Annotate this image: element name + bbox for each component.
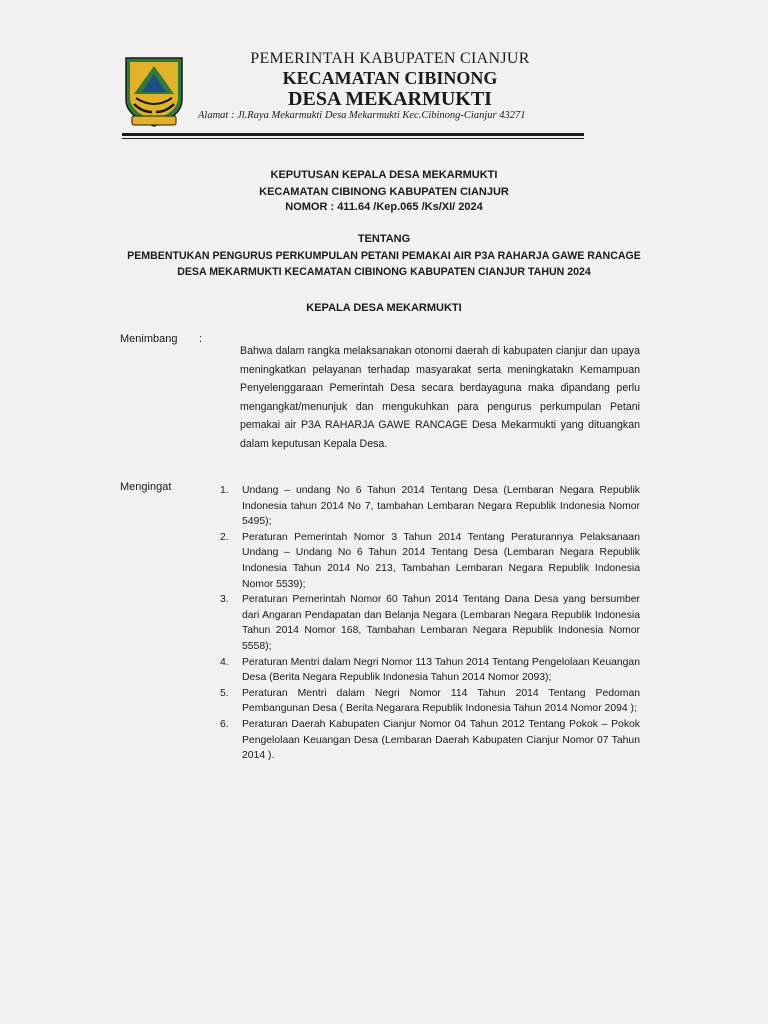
list-item-number: 6.	[220, 718, 229, 730]
list-item	[220, 686, 640, 717]
list-item-number: 2.	[220, 531, 229, 543]
list-item-number: 4.	[220, 656, 229, 668]
list-item-number: 5.	[220, 687, 229, 699]
menimbang-label: Menimbang	[120, 333, 178, 345]
mengingat-list	[220, 483, 640, 764]
letterhead-subdistrict: KECAMATAN CIBINONG	[282, 68, 498, 88]
list-item-text: Peraturan Daerah Kabupaten Cianjur Nomor 04 Tahun 2012 Tentang Pokok – Pokok Pengelolaan Keuangan Desa (Lembaran Daerah Kabupaten Cianjur Nomor 07 Tahun 2014 ).	[242, 718, 640, 762]
decree-about-label: TENTANG	[357, 233, 411, 245]
list-item	[220, 717, 640, 764]
list-item-text: Peraturan Pemerintah Nomor 60 Tahun 2014 Tentang Dana Desa yang bersumber dari Angaran Pendapatan dan Belanja Negara (Lembaran Negara Republik Indonesia Tahun 2014 Nomor 168, Tambahan Lembaran Negara Republik Indonesia Nomor 5558);	[242, 594, 640, 652]
letterhead-village: DESA MEKARMUKTI	[288, 88, 492, 110]
decree-subject-line2: DESA MEKARMUKTI KECAMATAN CIBINONG KABUPATEN CIANJUR TAHUN 2024	[177, 266, 591, 278]
list-item	[220, 655, 640, 686]
list-item-text: Peraturan Mentri dalam Negri Nomor 114 Tahun 2014 Tentang Pedoman Pembangunan Desa ( Berita Negarara Republik Indonesia Tahun 2014 Nomor 2094 );	[242, 687, 640, 715]
list-item-text: Peraturan Mentri dalam Negri Nomor 113 Tahun 2014 Tentang Pengelolaan Keuangan Desa (Berita Negara Republik Indonesia Tahun 2014 Nomor 2093);	[242, 656, 640, 684]
list-item-number: 3.	[220, 594, 229, 606]
decree-number: NOMOR : 411.64 /Kep.065 /Ks/XI/ 2024	[285, 201, 483, 213]
mengingat-label: Mengingat	[120, 481, 172, 493]
list-item-text: Undang – undang No 6 Tahun 2014 Tentang Desa (Lembaran Negara Republik Indonesia tahun 2014 No 7, tambahan Lembaran Negara Republik Indonesia Nomor 5495);	[242, 485, 640, 528]
letterhead-address: Alamat : Jl.Raya Mekarmukti Desa Mekarmukti Kec.Cibinong-Cianjur 43271	[198, 110, 526, 121]
letterhead-government: PEMERINTAH KABUPATEN CIANJUR	[250, 50, 530, 67]
regency-emblem-icon	[122, 54, 186, 130]
list-item-number: 1.	[220, 485, 229, 496]
decree-region: KECAMATAN CIBINONG KABUPATEN CIANJUR	[259, 186, 509, 198]
menimbang-colon: :	[199, 333, 203, 345]
list-item-text: Peraturan Pemerintah Nomor 3 Tahun 2014 Tentang Peraturannya Pelaksanaan Undang – Undang No 6 Tahun 2014 Tentang Desa (Lembaran Negara Republik Indonesia Tahun 2014 No 213, Tambahan Lembaran Negara Republik Indonesia Nomor 5539);	[242, 531, 640, 590]
letterhead-rule-thick	[122, 133, 584, 136]
decree-official: KEPALA DESA MEKARMUKTI	[306, 302, 462, 314]
menimbang-text: Bahwa dalam rangka melaksanakan otonomi daerah di kabupaten cianjur dan upaya meningkatkan pelayanan terhadap masyarakat serta meningkatakn Kemampuan Penyelenggaraan Pemerintah Desa secara berdayaguna maka dipandang perlu mengangkat/menunjuk dan mengukuhkan para pengurus perkumpulan Petani pemakai air P3A RAHARJA GAWE RANCAGE Desa Mekarmukti yang dituangkan dalam keputusan Kepala Desa.	[240, 345, 640, 450]
decree-subject-line1: PEMBENTUKAN PENGURUS PERKUMPULAN PETANI PEMAKAI AIR P3A RAHARJA GAWE RANCAGE	[127, 250, 641, 262]
list-item	[220, 592, 640, 654]
list-item	[220, 483, 640, 530]
letterhead-rule-thin	[122, 138, 584, 139]
list-item	[220, 530, 640, 592]
decree-title: KEPUTUSAN KEPALA DESA MEKARMUKTI	[270, 169, 498, 181]
